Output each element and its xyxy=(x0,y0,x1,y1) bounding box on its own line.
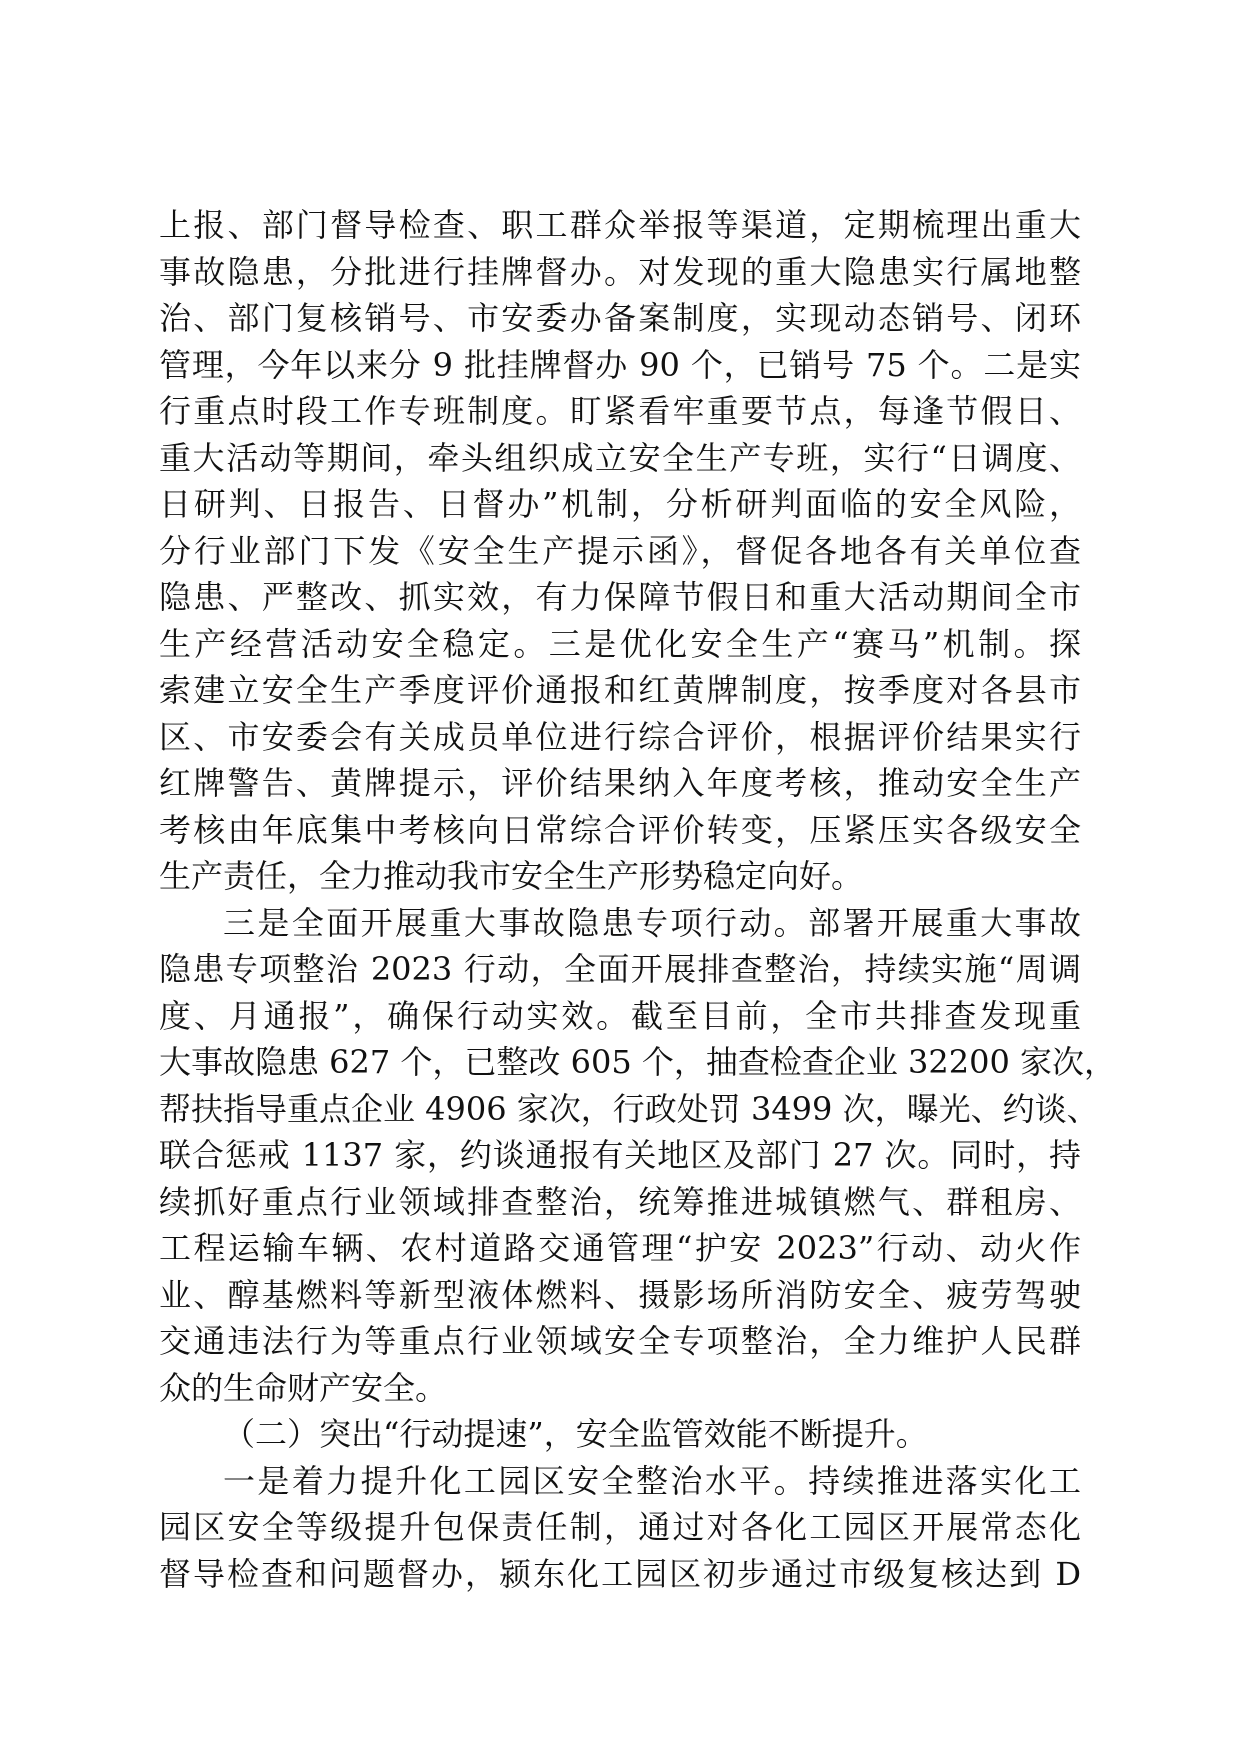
text-line: 生产责任，全力推动我市安全生产形势稳定向好。 xyxy=(159,857,864,895)
document-body xyxy=(159,202,1116,1597)
text-line: 联合惩戒 1137 家，约谈通报有关地区及部门 27 次。同时，持 xyxy=(159,1136,1081,1174)
text-line: 度、月通报”，确保行动实效。截至目前，全市共排查发现重 xyxy=(159,996,1081,1035)
text-line: 管理，今年以来分 9 批挂牌督办 90 个，已销号 75 个。二是实 xyxy=(159,345,1081,384)
text-line: 隐患、严整改、抓实效，有力保障节假日和重大活动期间全市 xyxy=(159,578,1081,616)
text-line: 行重点时段工作专班制度。盯紧看牢重要节点，每逢节假日、 xyxy=(159,392,1081,430)
text-line: 生产经营活动安全稳定。三是优化安全生产“赛马”机制。探 xyxy=(159,624,1081,663)
text-line: 交通违法行为等重点行业领域安全专项整治，全力维护人民群 xyxy=(159,1322,1081,1360)
paragraph-first-line: 三是全面开展重大事故隐患专项行动。部署开展重大事故 xyxy=(223,903,1081,942)
text-line: 大事故隐患 627 个，已整改 605 个，抽查检查企业 32200 家次， xyxy=(159,1043,1116,1081)
text-line: 日研判、日报告、日督办”机制，分析研判面临的安全风险， xyxy=(159,485,1081,523)
text-line: 园区安全等级提升包保责任制，通过对各化工园区开展常态化 xyxy=(159,1508,1081,1546)
text-line: 考核由年底集中考核向日常综合评价转变，压紧压实各级安全 xyxy=(159,810,1081,849)
text-line: 众的生命财产安全。 xyxy=(159,1368,448,1407)
text-line: 区、市安委会有关成员单位进行综合评价，根据评价结果实行 xyxy=(159,717,1081,756)
text-line: 红牌警告、黄牌提示，评价结果纳入年度考核，推动安全生产 xyxy=(159,764,1081,802)
text-line: 索建立安全生产季度评价通报和红黄牌制度，按季度对各县市 xyxy=(159,671,1081,709)
section-heading: （二）突出“行动提速”，安全监管效能不断提升。 xyxy=(223,1415,928,1453)
text-line: 续抓好重点行业领域排查整治，统筹推进城镇燃气、群租房、 xyxy=(159,1182,1081,1221)
text-line: 重大活动等期间，牵头组织成立安全生产专班，实行“日调度、 xyxy=(159,438,1081,477)
text-line: 业、醇基燃料等新型液体燃料、摄影场所消防安全、疲劳驾驶 xyxy=(159,1275,1081,1314)
text-line: 工程运输车辆、农村道路交通管理“护安 2023”行动、动火作 xyxy=(159,1229,1081,1267)
text-line: 分行业部门下发《安全生产提示函》，督促各地各有关单位查 xyxy=(159,531,1081,570)
paragraph-first-line: 一是着力提升化工园区安全整治水平。持续推进落实化工 xyxy=(223,1461,1081,1500)
text-line: 帮扶指导重点企业 4906 家次，行政处罚 3499 次，曝光、约谈、 xyxy=(159,1089,1099,1128)
text-line: 上报、部门督导检查、职工群众举报等渠道，定期梳理出重大 xyxy=(159,206,1081,244)
text-line: 治、部门复核销号、市安委办备案制度，实现动态销号、闭环 xyxy=(159,299,1081,337)
text-line: 事故隐患，分批进行挂牌督办。对发现的重大隐患实行属地整 xyxy=(159,252,1081,291)
text-line: 隐患专项整治 2023 行动，全面开展排查整治，持续实施“周调 xyxy=(159,950,1081,988)
text-line: 督导检查和问题督办，颍东化工园区初步通过市级复核达到 D xyxy=(159,1554,1081,1593)
